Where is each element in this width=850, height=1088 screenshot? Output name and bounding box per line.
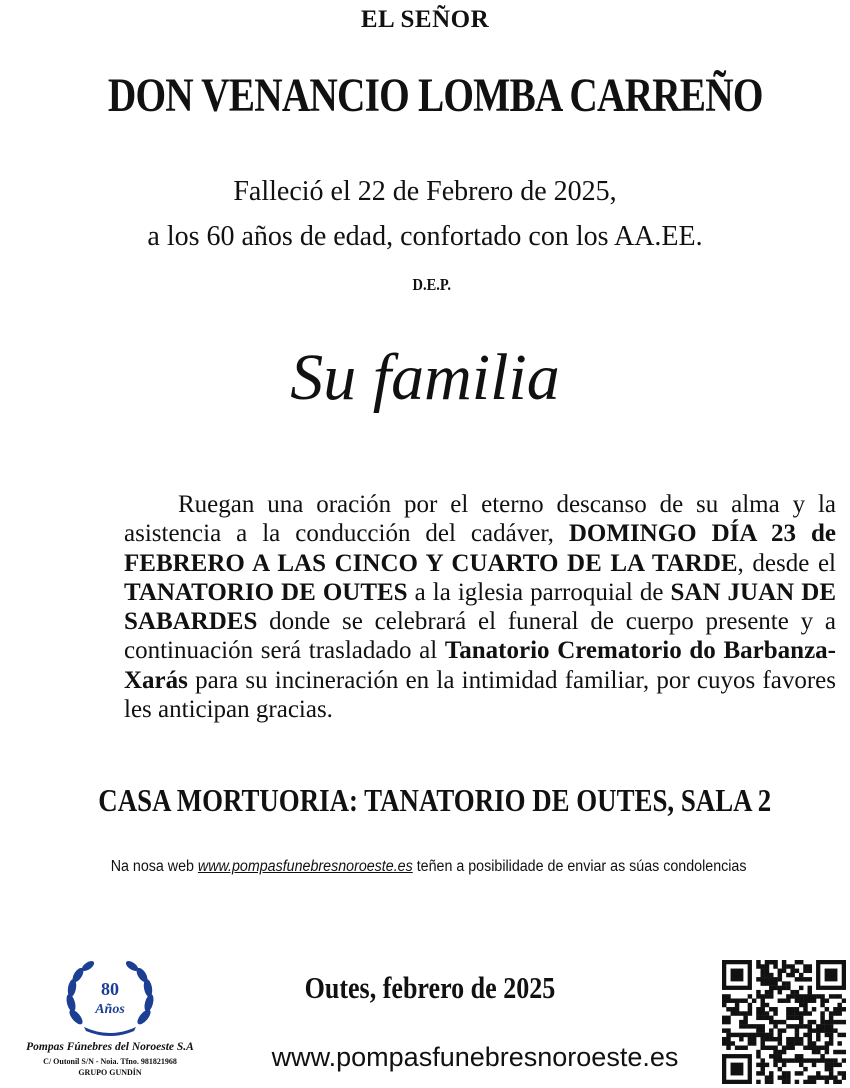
body-text-1: Ruegan una oración por el eterno descanso de su alma y la asistencia a la conducción del cadáver, (124, 491, 836, 548)
announcement-body (124, 490, 836, 724)
company-logo (0, 955, 220, 1085)
body-date-time: DOMINGO DÍA 23 de FEBRERO A LAS CINCO Y CUARTO DE LA TARDE (124, 520, 836, 577)
body-text-3: a la iglesia parroquial de (407, 578, 671, 606)
body-origin: TANATORIO DE OUTES (124, 578, 408, 606)
place-date: Outes, febrero de 2025 (304, 970, 556, 1005)
body-text-2: , desde el (737, 549, 836, 577)
family-signature: Su familia (290, 341, 560, 414)
dep-label: D.E.P. (412, 275, 451, 294)
deceased-name: DON VENANCIO LOMBA CARREÑO (107, 69, 763, 122)
logo-years-number: 80 (101, 979, 119, 999)
death-date-line: Falleció el 22 de Febrero de 2025, (233, 176, 617, 207)
logo-group: GRUPO GUNDÍN (78, 1068, 142, 1077)
mortuary-house: CASA MORTUORIA: TANATORIO DE OUTES, SALA 2 (98, 782, 772, 818)
footer-website[interactable]: www.pompasfunebresnoroeste.es (271, 1042, 679, 1072)
body-church: SAN JUAN DE SABARDES (124, 578, 836, 636)
body-text-4: donde se celebrará el funeral de cuerpo presente y a continuación será trasladado al (124, 608, 836, 665)
web-note-before: Na nosa web (110, 858, 198, 875)
logo-years-word: Años (95, 1002, 125, 1017)
body-crematorium: Tanatorio Crematorio do Barbanza- Xarás (124, 637, 836, 694)
qr-code-icon[interactable] (722, 960, 846, 1084)
laurel-wreath-icon (62, 955, 158, 1041)
age-line: a los 60 años de edad, confortado con los AA.EE. (147, 221, 703, 252)
body-text-5: para su incineración en la intimidad familiar, por cuyos favores les anticipan gracias. (124, 666, 836, 724)
qr-code-graphic (722, 960, 846, 1084)
logo-company-name: Pompas Fúnebres del Noroeste S.A (26, 1041, 194, 1053)
logo-address: C/ Outonil S/N - Noia. Tfno. 981821968 (43, 1057, 177, 1066)
web-note-after: teñen a posibilidade de enviar as súas condolencias (412, 858, 747, 875)
honorific: EL SEÑOR (360, 6, 490, 33)
web-note-link[interactable]: www.pompasfunebresnoroeste.es (197, 858, 413, 875)
condolences-note (38, 858, 820, 876)
